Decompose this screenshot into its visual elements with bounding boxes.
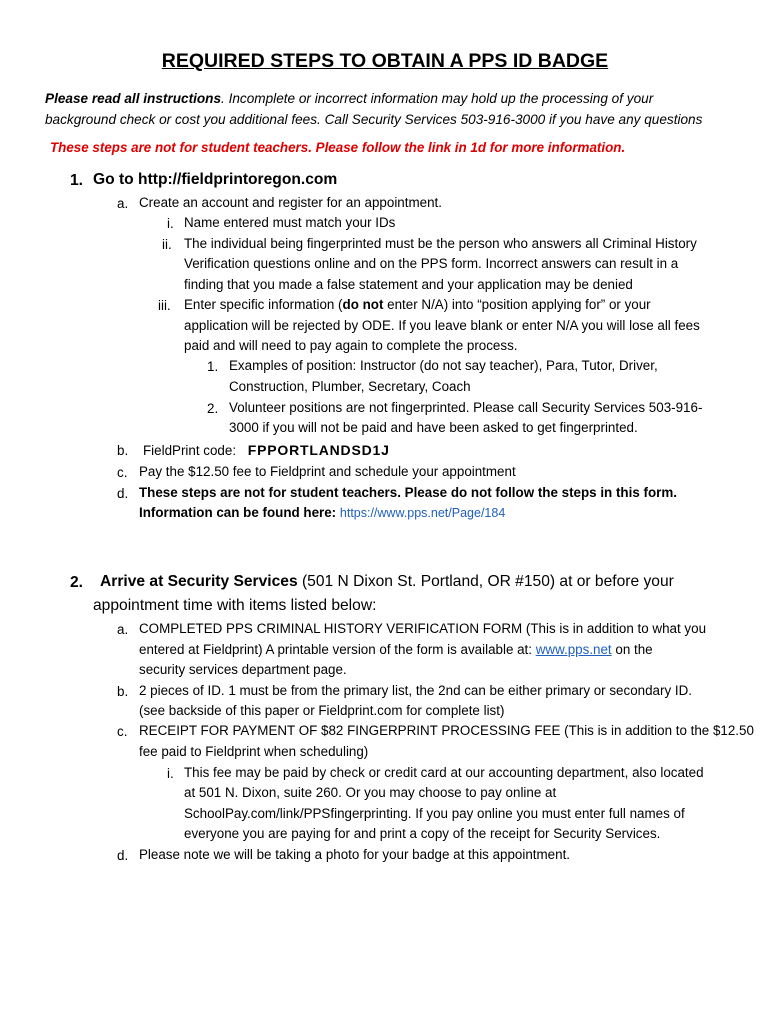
step1a-iii-line2: application will be rejected by ODE. If you leave blank or enter N/A you will lose all fees [184,318,700,333]
step1a-ii-line1: The individual being fingerprinted must be the person who answers all Criminal History [184,236,697,251]
step2b-line1: 2 pieces of ID. 1 must be from the primary list, the 2nd can be either primary or secondary ID. [139,683,692,698]
step1a-iii-post: enter N/A) into “position applying for” or your [383,297,651,312]
intro-paragraph [45,88,745,130]
step2c-i-line4: everyone you are paying for and print a copy of the receipt for Security Services. [184,826,661,841]
step2-heading-line1 [100,572,674,592]
step1d-info-label: Information can be found here: [139,505,337,520]
step2-heading-rest: (501 N Dixon St. Portland, OR #150) at or before your [297,573,674,590]
step2-number: 2. [70,574,84,591]
page-title: REQUIRED STEPS TO OBTAIN A PPS ID BADGE [161,50,609,72]
step1a-iii-line3: paid and will need to pay again to complete the process. [184,338,518,353]
step2b-line2: (see backside of this paper or Fieldprint.com for complete list) [139,703,505,718]
step2-heading-line2: appointment time with items listed below: [93,597,377,614]
step1a-ii-line3: finding that you made a false statement and your application may be denied [184,277,633,292]
step1c-text: Pay the $12.50 fee to Fieldprint and schedule your appointment [139,464,516,479]
step1c-marker: c. [117,465,128,480]
step1a-iii-line1 [184,295,651,315]
step2c-line2: fee paid to Fieldprint when scheduling) [139,744,369,759]
fieldprint-code: FPPORTLANDSD1J [247,442,390,458]
step2c-i-marker: i. [167,766,174,781]
step1a-iii-marker: iii. [158,298,171,313]
step2c-line1: RECEIPT FOR PAYMENT OF $82 FINGERPRINT PROCESSING FEE (This is in addition to the $12.50 [139,723,754,738]
step2c-i-line3: SchoolPay.com/link/PPSfingerprinting. If you pay online you must enter full names of [184,806,685,821]
step1a-iii-2-marker: 2. [207,401,219,416]
step2c-i-line1: This fee may be paid by check or credit card at our accounting department, also located [184,765,704,780]
step1a-i-text: Name entered must match your IDs [184,215,396,230]
intro-bold: Please read all instructions [45,91,222,106]
step1-number: 1. [70,172,84,189]
step1a-iii-2-line2: 3000 if you will not be paid and have been asked to get fingerprinted. [229,420,638,435]
step1a-iii-1-marker: 1. [207,359,219,374]
step2a-line3: security services department page. [139,662,347,677]
pps-page-link[interactable]: https://www.pps.net/Page/184 [339,506,506,520]
step2a-line1: COMPLETED PPS CRIMINAL HISTORY VERIFICATION FORM (This is in addition to what you [139,621,707,636]
pps-net-link[interactable]: www.pps.net [535,642,612,657]
step2a-marker: a. [117,622,129,637]
step1a-text: Create an account and register for an appointment. [139,195,442,210]
step1a-iii-pre: Enter specific information ( [184,297,343,312]
step1a-ii-marker: ii. [162,237,172,252]
step1b-marker: b. [117,443,129,458]
step1a-ii-line2: Verification questions online and on the PPS form. Incorrect answers can result in a [184,256,679,271]
step2-heading-bold: Arrive at Security Services [100,573,298,590]
step1d-marker: d. [117,486,129,501]
step2a-line2 [139,640,653,660]
step2c-i-line2: at 501 N. Dixon, suite 260. Or you may choose to pay online at [184,785,557,800]
step1-heading: Go to http://fieldprintoregon.com [93,171,338,188]
step1d-line1: These steps are not for student teachers. Please do not follow the steps in this form. [139,485,677,500]
step2d-text: Please note we will be taking a photo for your badge at this appointment. [139,847,571,862]
step1a-iii-bold: do not [342,297,384,312]
step1a-i-marker: i. [167,216,174,231]
step2d-marker: d. [117,848,129,863]
step2c-marker: c. [117,724,128,739]
step2b-marker: b. [117,684,129,699]
step2a-line2-pre: entered at Fieldprint) A printable version of the form is available at: [139,642,536,657]
step1a-iii-1-line1: Examples of position: Instructor (do not say teacher), Para, Tutor, Driver, [229,358,658,373]
step1b-line [143,440,390,461]
intro-text-1: . Incomplete or incorrect information may hold up the processing of your [221,91,654,106]
step1a-marker: a. [117,196,129,211]
step2a-line2-post: on the [611,642,653,657]
student-teacher-warning: These steps are not for student teachers. Please follow the link in 1d for more information. [50,140,626,155]
step1d-line2 [139,503,505,523]
step1a-iii-1-line2: Construction, Plumber, Secretary, Coach [229,379,471,394]
step1a-iii-2-line1: Volunteer positions are not fingerprinted. Please call Security Services 503-916- [229,400,703,415]
fieldprint-code-label: FieldPrint code: [143,443,237,458]
intro-text-2: background check or cost you additional fees. Call Security Services 503-916-3000 if you have any questions [45,112,703,127]
